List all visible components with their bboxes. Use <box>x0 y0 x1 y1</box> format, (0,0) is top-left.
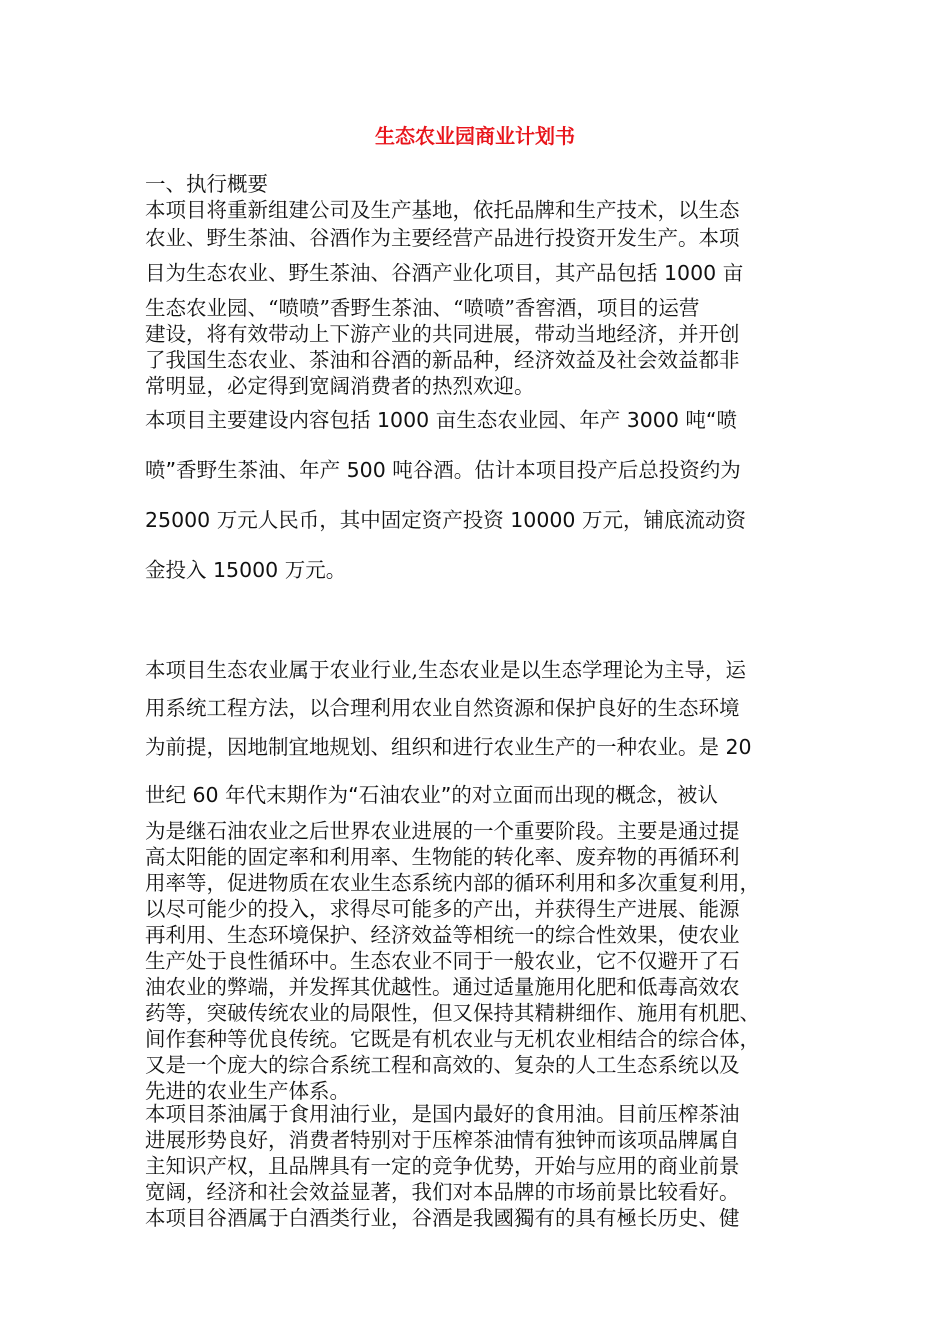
section-heading: 一、执行概要 <box>145 172 268 196</box>
body-line: 金投入 15000 万元。 <box>145 558 347 582</box>
body-line: 世纪 60 年代末期作为“石油农业”的对立面而出现的概念，被认 <box>145 783 718 807</box>
body-line: 本项目茶油属于食用油行业，是国内最好的食用油。目前压榨茶油 <box>145 1102 740 1126</box>
body-line: 宽阔，经济和社会效益显著，我们对本品牌的市场前景比较看好。 <box>145 1180 740 1204</box>
body-line: 以尽可能少的投入，求得尽可能多的产出，并获得生产进展、能源 <box>145 897 740 921</box>
body-line: 间作套种等优良传统。它既是有机农业与无机农业相结合的综合体， <box>145 1027 760 1051</box>
body-line: 主知识产权，且品牌具有一定的竞争优势，开始与应用的商业前景 <box>145 1154 740 1178</box>
body-line: 本项目主要建设内容包括 1000 亩生态农业园、年产 3000 吨“喷 <box>145 408 738 432</box>
body-line: 先进的农业生产体系。 <box>145 1079 350 1103</box>
body-line: 25000 万元人民币，其中固定资产投资 10000 万元，铺底流动资 <box>145 508 746 532</box>
body-line: 了我国生态农业、茶油和谷酒的新品种，经济效益及社会效益都非 <box>145 348 740 372</box>
body-line: 农业、野生茶油、谷酒作为主要经营产品进行投资开发生产。本项 <box>145 226 740 250</box>
body-line: 常明显，必定得到宽阔消费者的热烈欢迎。 <box>145 374 535 398</box>
body-line: 进展形势良好，消费者特别对于压榨茶油情有独钟而该项品牌属自 <box>145 1128 740 1152</box>
body-line: 生态农业园、“喷喷”香野生茶油、“喷喷”香窖酒，项目的运营 <box>145 296 700 320</box>
body-line: 建设，将有效带动上下游产业的共同进展，带动当地经济，并开创 <box>145 322 740 346</box>
body-line: 为是继石油农业之后世界农业进展的一个重要阶段。主要是通过提 <box>145 819 740 843</box>
body-line: 油农业的弊端，并发挥其优越性。通过适量施用化肥和低毒高效农 <box>145 975 740 999</box>
body-line: 药等，突破传统农业的局限性，但又保持其精耕细作、施用有机肥、 <box>145 1001 760 1025</box>
body-line: 用系统工程方法，以合理利用农业自然资源和保护良好的生态环境 <box>145 696 740 720</box>
body-line: 目为生态农业、野生茶油、谷酒产业化项目，其产品包括 1000 亩 <box>145 261 744 285</box>
body-line: 生产处于良性循环中。生态农业不同于一般农业，它不仅避开了石 <box>145 949 740 973</box>
body-line: 喷”香野生茶油、年产 500 吨谷酒。估计本项目投产后总投资约为 <box>145 458 741 482</box>
body-line: 本项目生态农业属于农业行业,生态农业是以生态学理论为主导，运 <box>145 658 747 682</box>
document-title: 生态农业园商业计划书 <box>375 124 575 148</box>
body-line: 本项目谷酒属于白酒类行业，谷酒是我國獨有的具有極长历史、健 <box>145 1206 740 1230</box>
body-line: 高太阳能的固定率和利用率、生物能的转化率、废弃物的再循环利 <box>145 845 740 869</box>
body-line: 再利用、生态环境保护、经济效益等相统一的综合性效果，使农业 <box>145 923 740 947</box>
body-line: 为前提，因地制宜地规划、组织和进行农业生产的一种农业。是 20 <box>145 735 752 759</box>
body-line: 本项目将重新组建公司及生产基地，依托品牌和生产技术，以生态 <box>145 198 740 222</box>
body-line: 用率等，促进物质在农业生态系统内部的循环利用和多次重复利用， <box>145 871 760 895</box>
body-line: 又是一个庞大的综合系统工程和高效的、复杂的人工生态系统以及 <box>145 1053 740 1077</box>
